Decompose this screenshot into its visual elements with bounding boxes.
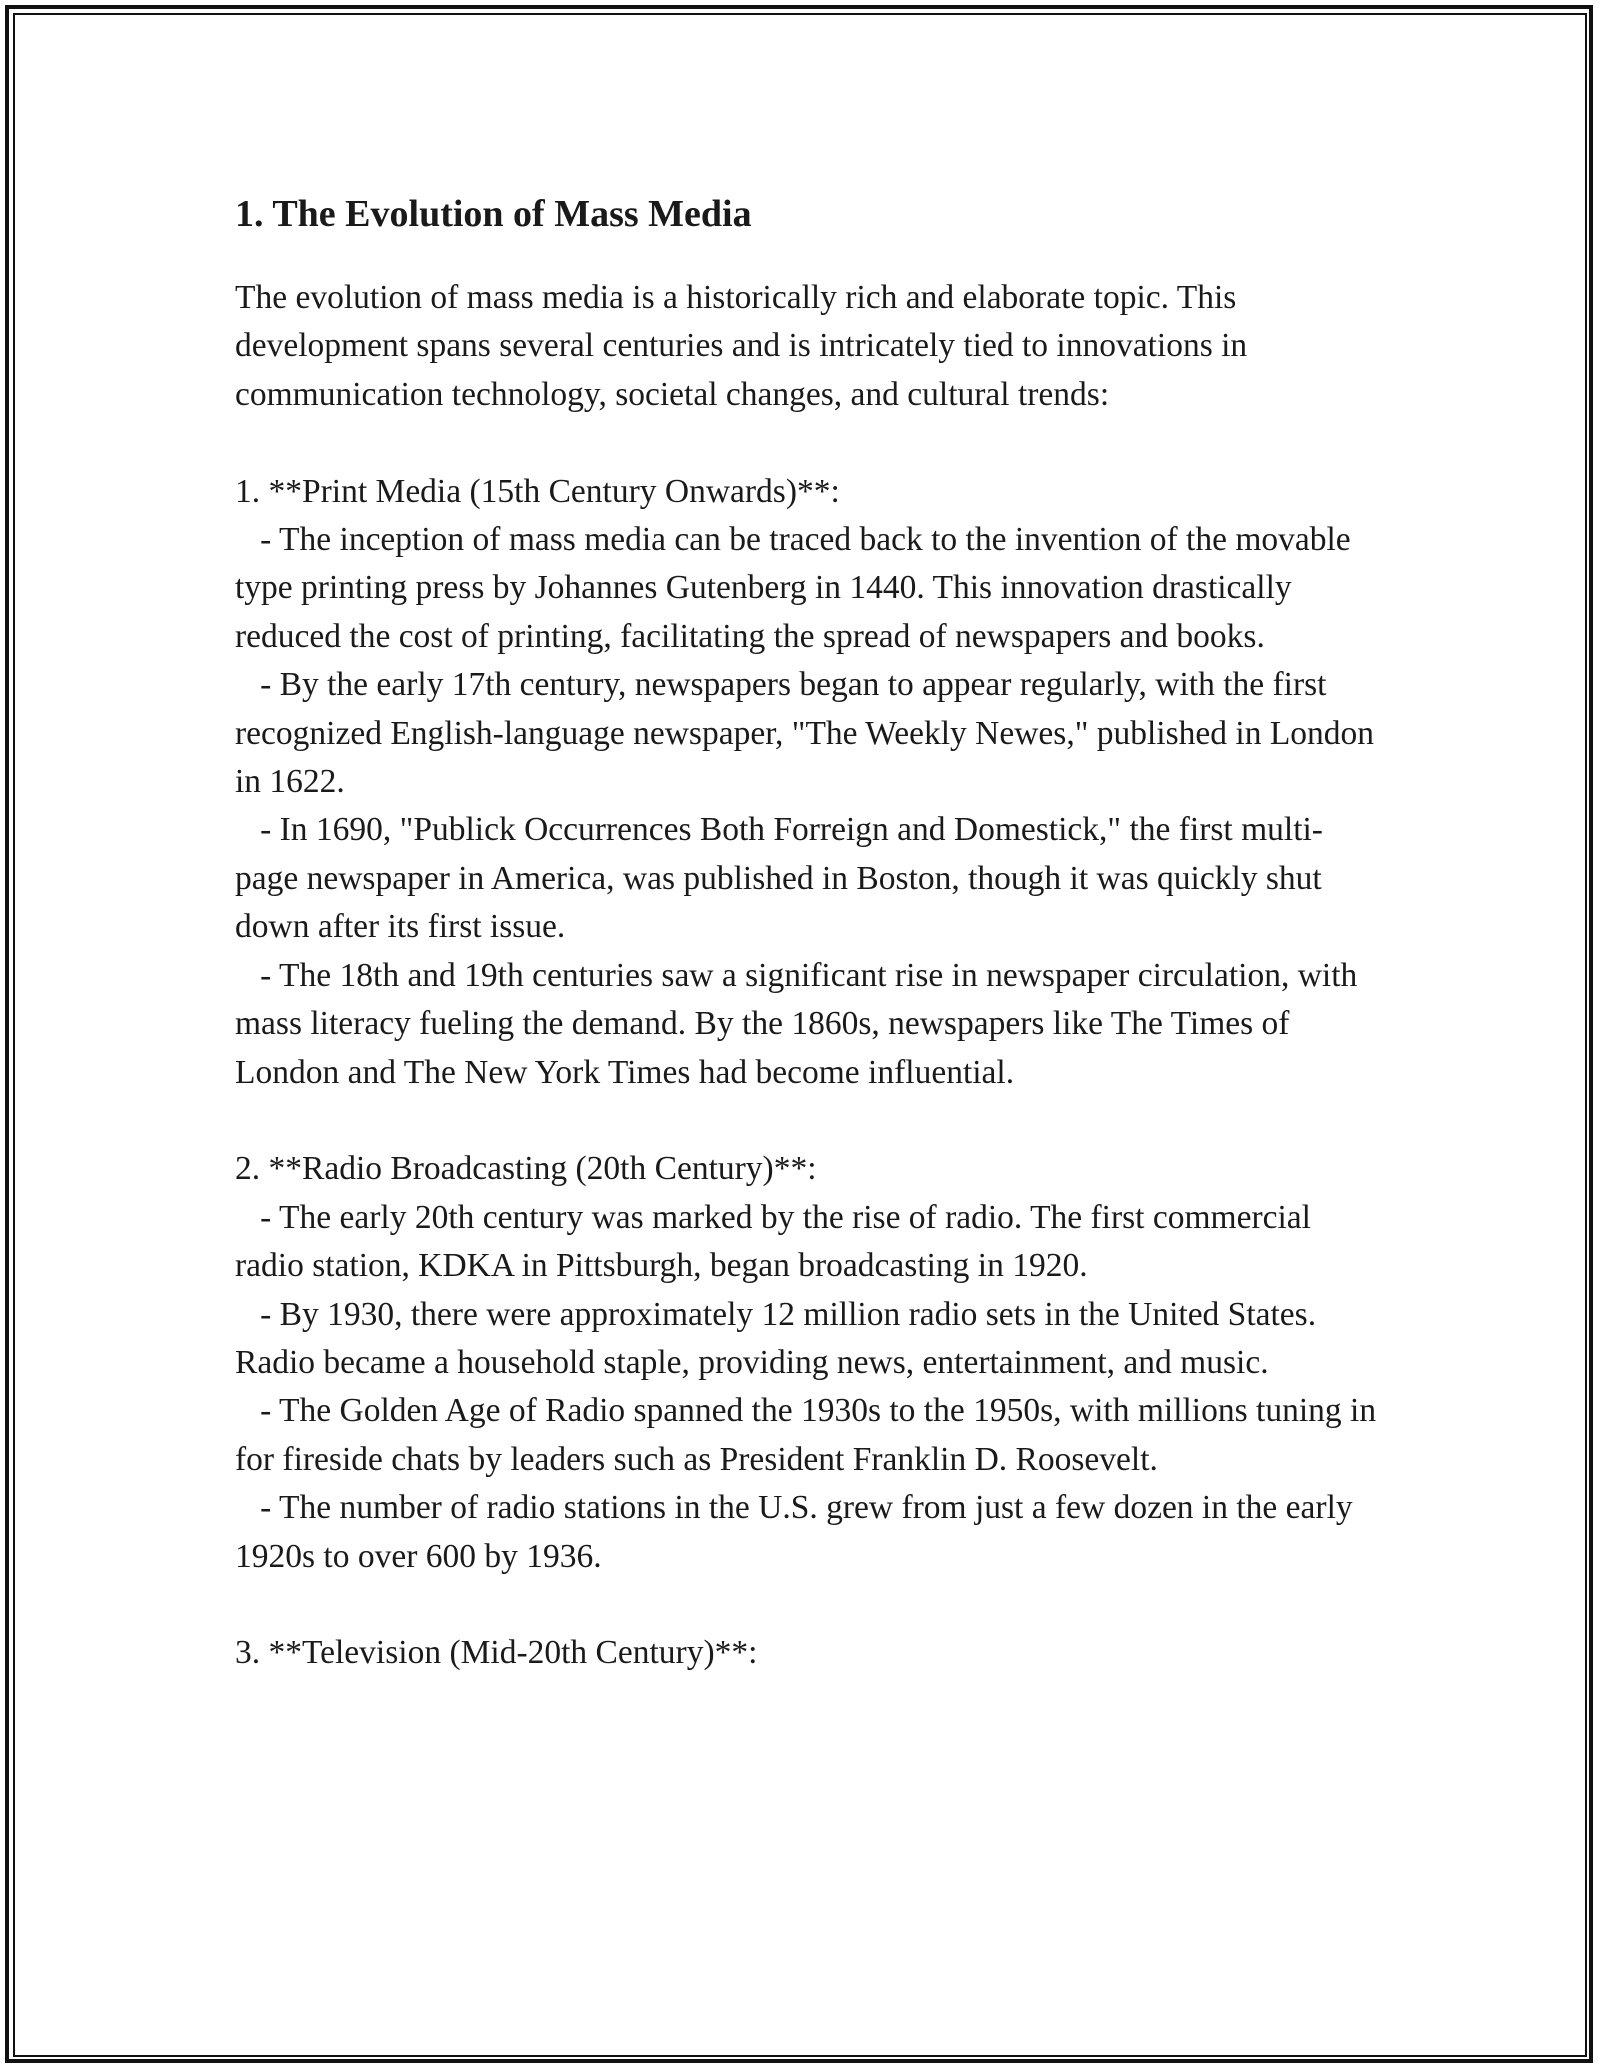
document-body: The evolution of mass media is a historically rich and elaborate topic. This development spans several centuries and is intricately tied to innovations in communication technology, societal changes, and cultural trends: 1. **Print Media (15th Century Onwards)**: - The inception of mass media can be traced back to the invention of the movable type printing press by Johannes Gutenberg in 1440. This innovation drastically reduced the cost of printing, facilitating the spread of newspapers and books. - By the early 17th century, newspapers began to appear regularly, with the first recognized English-language newspaper, "The Weekly Newes," published in London in 1622. - In 1690, "Publick Occurrences Both Forreign and Domestick," the first multi-page newspaper in America, was published in Boston, though it was quickly shut down after its first issue. - The 18th and 19th centuries saw a significant rise in newspaper circulation, with mass literacy fueling the demand. By the 1860s, newspapers like The Times of London and The New York Times had become influential. 2. **Radio Broadcasting (20th Century)**: - The early 20th century was marked by the rise of radio. The first commercial radio station, KDKA in Pittsburgh, began broadcasting in 1920. - By 1930, there were approximately 12 million radio sets in the United States. Radio became a household staple, providing news, entertainment, and music. - The Golden Age of Radio spanned the 1930s to the 1950s, with millions tuning in for fireside chats by leaders such as President Franklin D. Roosevelt. - The number of radio stations in the U.S. grew from just a few dozen in the early 1920s to over 600 by 1936. 3. **Television (Mid-20th Century)**: bbox=[235, 279, 1377, 1672]
document-content bbox=[235, 184, 1385, 1678]
document-title: 1. The Evolution of Mass Media bbox=[235, 193, 752, 235]
